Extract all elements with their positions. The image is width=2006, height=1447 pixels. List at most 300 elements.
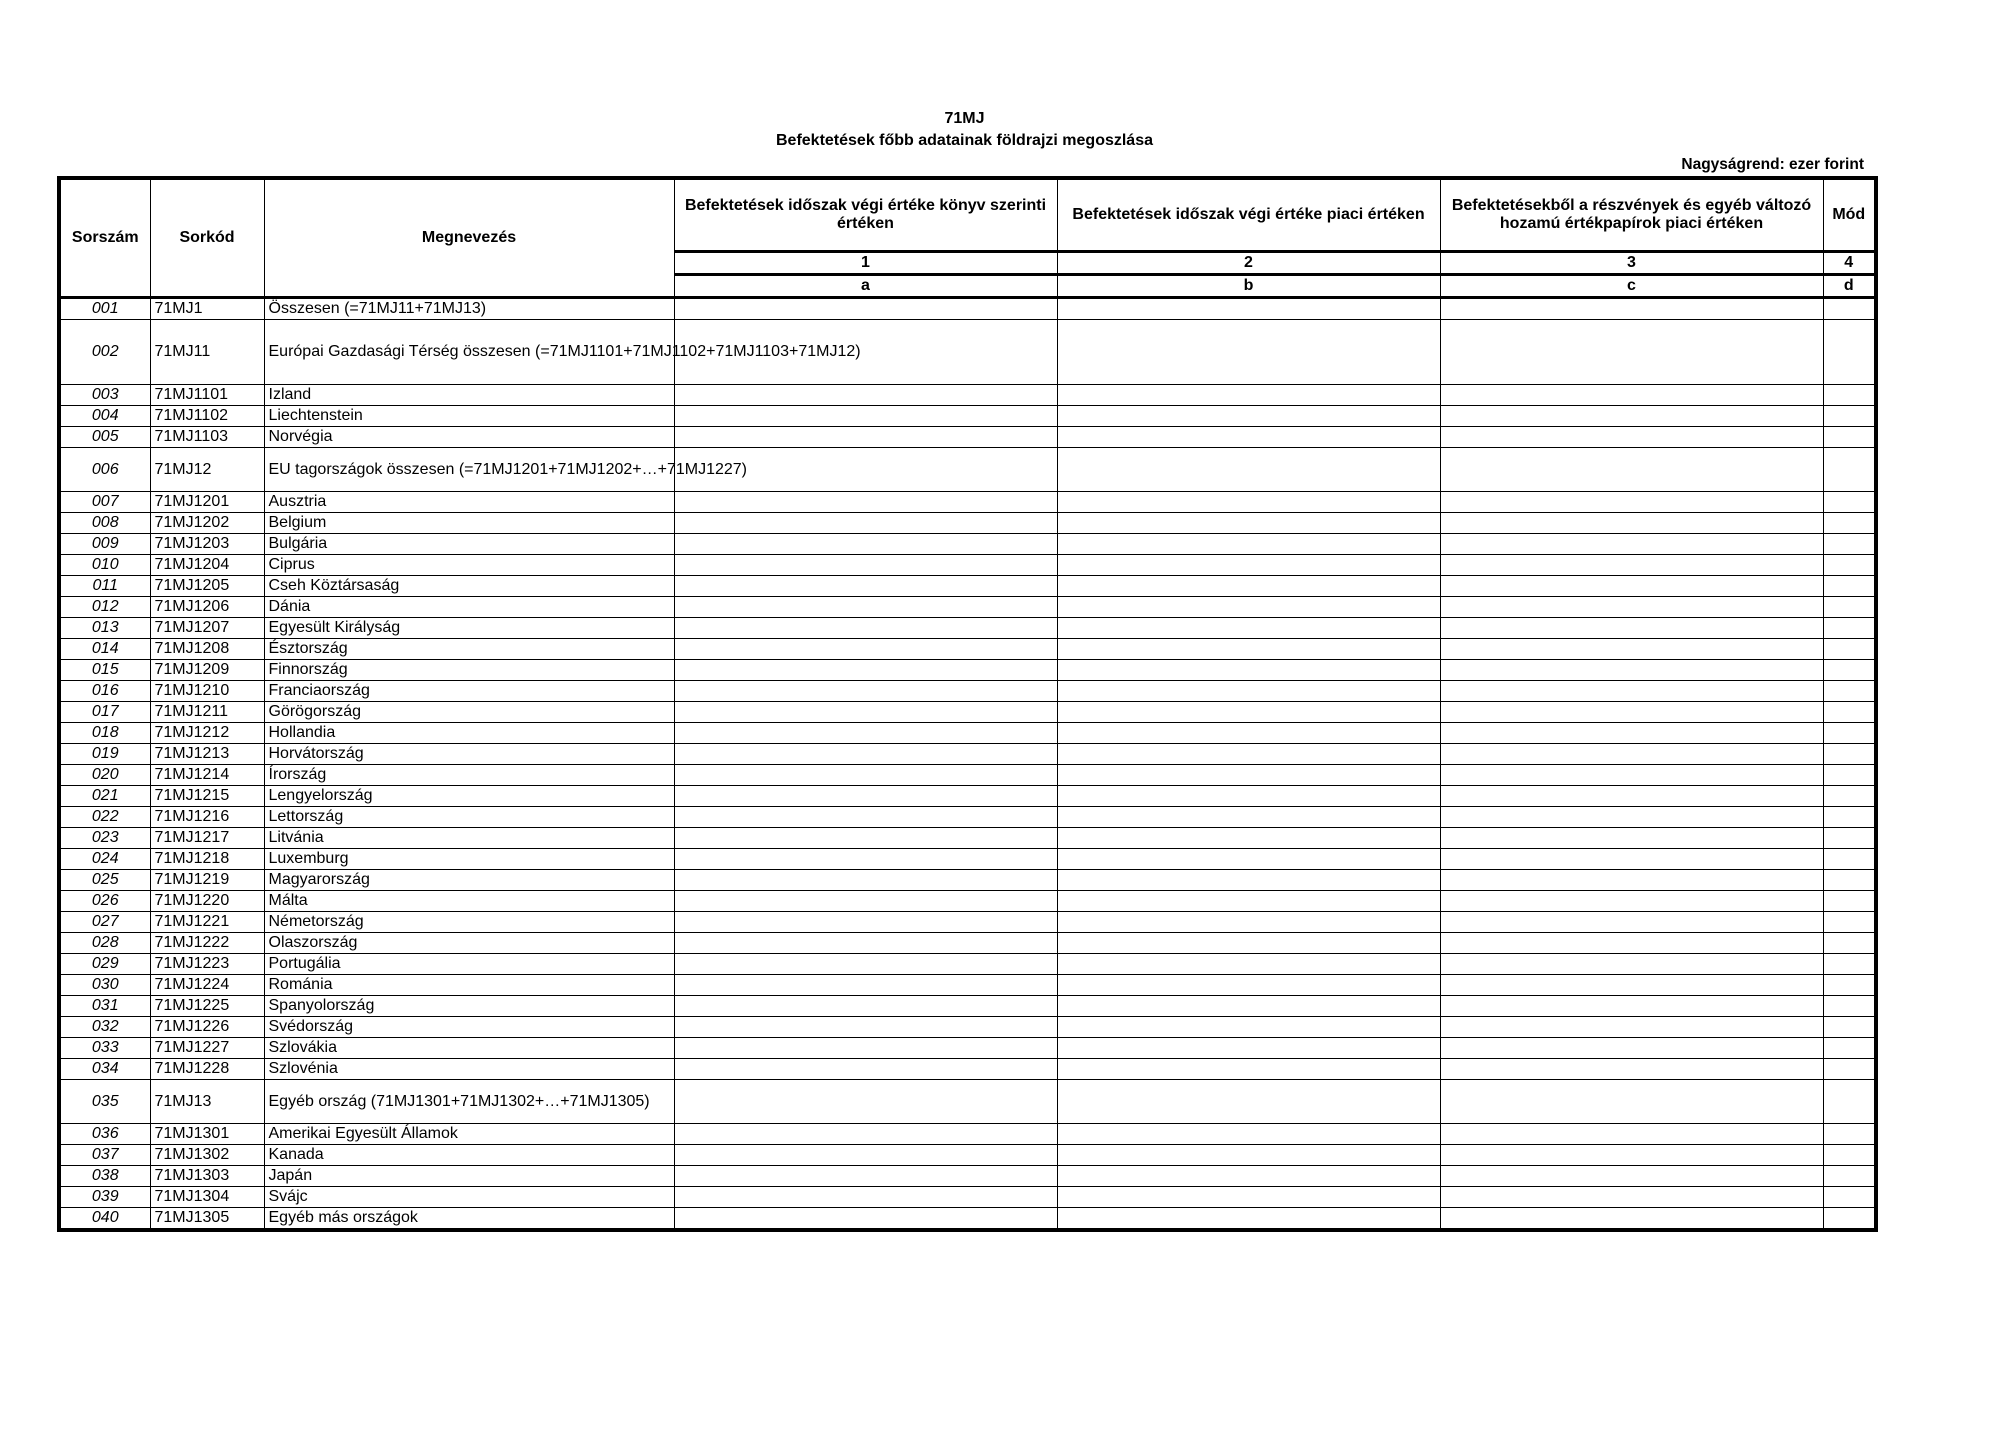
value-cell-col3[interactable] [1440,996,1823,1017]
row-number: 004 [59,406,150,427]
row-name: Svédország [264,1017,674,1038]
row-code: 71MJ1305 [150,1208,264,1231]
row-code: 71MJ1228 [150,1059,264,1080]
value-cell-col1[interactable] [674,660,1057,681]
value-cell-mod[interactable] [1823,320,1876,385]
value-cell-col3[interactable] [1440,534,1823,555]
row-name: Spanyolország [264,996,674,1017]
row-number: 032 [59,1017,150,1038]
row-number: 040 [59,1208,150,1231]
table-row [59,555,1876,576]
value-cell-col2[interactable] [1057,639,1440,660]
unit-note: Nagyságrend: ezer forint [1681,156,1864,173]
table-row [59,975,1876,996]
row-code: 71MJ1204 [150,555,264,576]
value-cell-col1[interactable] [674,1017,1057,1038]
row-name: Európai Gazdasági Térség összesen (=71MJ1101+71MJ1102+71MJ1103+71MJ12) [264,320,674,385]
value-cell-col1[interactable] [674,385,1057,406]
row-name: EU tagországok összesen (=71MJ1201+71MJ1202+…+71MJ1227) [264,448,674,492]
value-cell-mod[interactable] [1823,1145,1876,1166]
row-code: 71MJ1216 [150,807,264,828]
table-row [59,427,1876,448]
value-cell-mod[interactable] [1823,513,1876,534]
value-cell-col2[interactable] [1057,786,1440,807]
header-num-2: 2 [1057,252,1440,275]
table-row [59,912,1876,933]
row-code: 71MJ1215 [150,786,264,807]
row-number: 038 [59,1166,150,1187]
table-row [59,828,1876,849]
row-number: 025 [59,870,150,891]
value-cell-col3[interactable] [1440,1145,1823,1166]
value-cell-mod[interactable] [1823,406,1876,427]
value-cell-col2[interactable] [1057,1208,1440,1231]
row-code: 71MJ1208 [150,639,264,660]
value-cell-col1[interactable] [674,555,1057,576]
value-cell-col3[interactable] [1440,975,1823,996]
row-code: 71MJ1218 [150,849,264,870]
table-row [59,597,1876,618]
table-row [59,320,1876,385]
row-name: Észtország [264,639,674,660]
value-cell-col2[interactable] [1057,828,1440,849]
value-cell-mod[interactable] [1823,870,1876,891]
row-code: 71MJ1203 [150,534,264,555]
value-cell-col2[interactable] [1057,996,1440,1017]
value-cell-col3[interactable] [1440,1038,1823,1059]
value-cell-mod[interactable] [1823,427,1876,448]
row-number: 020 [59,765,150,786]
value-cell-col2[interactable] [1057,1124,1440,1145]
row-code: 71MJ11 [150,320,264,385]
value-cell-mod[interactable] [1823,996,1876,1017]
value-cell-col2[interactable] [1057,807,1440,828]
header-num-4: 4 [1823,252,1876,275]
value-cell-mod[interactable] [1823,385,1876,406]
value-cell-col3[interactable] [1440,1017,1823,1038]
value-cell-col3[interactable] [1440,1124,1823,1145]
value-cell-col2[interactable] [1057,576,1440,597]
value-cell-col1[interactable] [674,702,1057,723]
row-code: 71MJ1205 [150,576,264,597]
value-cell-col3[interactable] [1440,639,1823,660]
value-cell-col1[interactable] [674,975,1057,996]
value-cell-col1[interactable] [674,1080,1057,1124]
row-number: 035 [59,1080,150,1124]
value-cell-col1[interactable] [674,765,1057,786]
value-cell-col1[interactable] [674,681,1057,702]
form-code: 71MJ [944,110,985,127]
value-cell-col1[interactable] [674,849,1057,870]
value-cell-mod[interactable] [1823,298,1876,320]
value-cell-col1[interactable] [674,298,1057,320]
value-cell-col1[interactable] [674,933,1057,954]
row-code: 71MJ12 [150,448,264,492]
header-letter-a: a [674,275,1057,298]
value-cell-col3[interactable] [1440,320,1823,385]
table-row [59,891,1876,912]
value-cell-mod[interactable] [1823,702,1876,723]
table-row [59,849,1876,870]
value-cell-col1[interactable] [674,996,1057,1017]
row-name: Szlovákia [264,1038,674,1059]
value-cell-mod[interactable] [1823,933,1876,954]
value-cell-col3[interactable] [1440,954,1823,975]
value-cell-col1[interactable] [674,534,1057,555]
value-cell-col3[interactable] [1440,912,1823,933]
value-cell-col3[interactable] [1440,933,1823,954]
value-cell-col1[interactable] [674,954,1057,975]
row-number: 002 [59,320,150,385]
table-row [59,1038,1876,1059]
value-cell-col2[interactable] [1057,723,1440,744]
row-name: Dánia [264,597,674,618]
row-number: 030 [59,975,150,996]
value-cell-col3[interactable] [1440,555,1823,576]
value-cell-mod[interactable] [1823,1038,1876,1059]
row-number: 023 [59,828,150,849]
value-cell-col3[interactable] [1440,492,1823,513]
value-cell-col3[interactable] [1440,513,1823,534]
table-row [59,1145,1876,1166]
table-row [59,618,1876,639]
value-cell-mod[interactable] [1823,744,1876,765]
data-table [57,176,1878,1232]
value-cell-col2[interactable] [1057,1166,1440,1187]
table-row [59,660,1876,681]
row-name: Norvégia [264,427,674,448]
document-title-block [57,108,1872,152]
value-cell-mod[interactable] [1823,912,1876,933]
value-cell-mod[interactable] [1823,660,1876,681]
table-row [59,681,1876,702]
row-name: Svájc [264,1187,674,1208]
value-cell-col2[interactable] [1057,975,1440,996]
value-cell-col3[interactable] [1440,1059,1823,1080]
value-cell-col1[interactable] [674,1059,1057,1080]
value-cell-mod[interactable] [1823,954,1876,975]
row-number: 016 [59,681,150,702]
value-cell-col1[interactable] [674,828,1057,849]
value-cell-col1[interactable] [674,870,1057,891]
value-cell-col3[interactable] [1440,807,1823,828]
value-cell-mod[interactable] [1823,1059,1876,1080]
value-cell-col3[interactable] [1440,849,1823,870]
row-code: 71MJ1219 [150,870,264,891]
value-cell-mod[interactable] [1823,492,1876,513]
row-code: 71MJ1102 [150,406,264,427]
row-name: Liechtenstein [264,406,674,427]
value-cell-col1[interactable] [674,639,1057,660]
value-cell-mod[interactable] [1823,828,1876,849]
row-code: 71MJ1210 [150,681,264,702]
table-body [59,298,1876,1231]
header-num-3: 3 [1440,252,1823,275]
value-cell-mod[interactable] [1823,849,1876,870]
table-row [59,513,1876,534]
value-cell-mod[interactable] [1823,1080,1876,1124]
row-name: Kanada [264,1145,674,1166]
value-cell-col3[interactable] [1440,744,1823,765]
value-cell-col3[interactable] [1440,576,1823,597]
table-row [59,406,1876,427]
value-cell-col3[interactable] [1440,1080,1823,1124]
table-row [59,870,1876,891]
value-cell-mod[interactable] [1823,681,1876,702]
value-cell-col2[interactable] [1057,298,1440,320]
value-cell-col2[interactable] [1057,702,1440,723]
row-name: Magyarország [264,870,674,891]
value-cell-col3[interactable] [1440,597,1823,618]
table-row [59,807,1876,828]
value-cell-col2[interactable] [1057,954,1440,975]
value-cell-col1[interactable] [674,912,1057,933]
value-cell-col2[interactable] [1057,1145,1440,1166]
value-cell-col1[interactable] [674,1038,1057,1059]
value-cell-col1[interactable] [674,1145,1057,1166]
value-cell-mod[interactable] [1823,765,1876,786]
table-row [59,1124,1876,1145]
row-number: 019 [59,744,150,765]
value-cell-col1[interactable] [674,492,1057,513]
row-name: Izland [264,385,674,406]
row-number: 015 [59,660,150,681]
value-cell-mod[interactable] [1823,639,1876,660]
row-number: 011 [59,576,150,597]
row-code: 71MJ1217 [150,828,264,849]
value-cell-col3[interactable] [1440,786,1823,807]
value-cell-col3[interactable] [1440,1166,1823,1187]
value-cell-col2[interactable] [1057,891,1440,912]
value-cell-mod[interactable] [1823,723,1876,744]
row-number: 029 [59,954,150,975]
row-code: 71MJ1226 [150,1017,264,1038]
value-cell-col2[interactable] [1057,534,1440,555]
value-cell-col1[interactable] [674,1208,1057,1231]
value-cell-col3[interactable] [1440,702,1823,723]
row-number: 005 [59,427,150,448]
value-cell-mod[interactable] [1823,807,1876,828]
row-number: 027 [59,912,150,933]
table-row [59,996,1876,1017]
value-cell-mod[interactable] [1823,597,1876,618]
header-letter-d: d [1823,275,1876,298]
value-cell-col2[interactable] [1057,513,1440,534]
value-cell-col3[interactable] [1440,828,1823,849]
table-row [59,1187,1876,1208]
value-cell-col3[interactable] [1440,618,1823,639]
row-number: 039 [59,1187,150,1208]
value-cell-col1[interactable] [674,576,1057,597]
value-cell-col1[interactable] [674,597,1057,618]
value-cell-col1[interactable] [674,723,1057,744]
value-cell-col2[interactable] [1057,1187,1440,1208]
value-cell-col3[interactable] [1440,660,1823,681]
row-number: 037 [59,1145,150,1166]
value-cell-col3[interactable] [1440,723,1823,744]
row-name: Németország [264,912,674,933]
value-cell-col2[interactable] [1057,597,1440,618]
value-cell-mod[interactable] [1823,975,1876,996]
value-cell-col1[interactable] [674,513,1057,534]
row-code: 71MJ13 [150,1080,264,1124]
value-cell-mod[interactable] [1823,555,1876,576]
value-cell-col1[interactable] [674,1187,1057,1208]
value-cell-mod[interactable] [1823,891,1876,912]
row-name: Egyesült Királyság [264,618,674,639]
value-cell-col2[interactable] [1057,660,1440,681]
value-cell-col1[interactable] [674,744,1057,765]
row-number: 009 [59,534,150,555]
header-letter-c: c [1440,275,1823,298]
table-row [59,639,1876,660]
row-code: 71MJ1303 [150,1166,264,1187]
value-cell-col2[interactable] [1057,870,1440,891]
value-cell-mod[interactable] [1823,1187,1876,1208]
row-name: Luxemburg [264,849,674,870]
header-sorszam: Sorszám [59,178,150,298]
value-cell-col3[interactable] [1440,765,1823,786]
table-row [59,786,1876,807]
row-name: Lettország [264,807,674,828]
value-cell-col2[interactable] [1057,849,1440,870]
row-code: 71MJ1202 [150,513,264,534]
value-cell-mod[interactable] [1823,618,1876,639]
row-code: 71MJ1103 [150,427,264,448]
value-cell-col2[interactable] [1057,320,1440,385]
row-number: 008 [59,513,150,534]
table-row [59,448,1876,492]
row-code: 71MJ1209 [150,660,264,681]
row-number: 014 [59,639,150,660]
row-number: 021 [59,786,150,807]
value-cell-col1[interactable] [674,807,1057,828]
value-cell-col3[interactable] [1440,385,1823,406]
table-row [59,1208,1876,1231]
value-cell-mod[interactable] [1823,786,1876,807]
table-row [59,702,1876,723]
row-number: 028 [59,933,150,954]
value-cell-mod[interactable] [1823,1166,1876,1187]
value-cell-col2[interactable] [1057,555,1440,576]
row-number: 034 [59,1059,150,1080]
row-number: 031 [59,996,150,1017]
value-cell-mod[interactable] [1823,1208,1876,1231]
row-name: Belgium [264,513,674,534]
header-col3: Befektetésekből a részvények és egyéb változó hozamú értékpapírok piaci értéken [1440,178,1823,252]
value-cell-col3[interactable] [1440,1208,1823,1231]
value-cell-mod[interactable] [1823,1017,1876,1038]
value-cell-mod[interactable] [1823,1124,1876,1145]
value-cell-col3[interactable] [1440,870,1823,891]
value-cell-col2[interactable] [1057,765,1440,786]
value-cell-mod[interactable] [1823,534,1876,555]
value-cell-col2[interactable] [1057,427,1440,448]
header-num-1: 1 [674,252,1057,275]
row-name: Szlovénia [264,1059,674,1080]
row-name: Egyéb ország (71MJ1301+71MJ1302+…+71MJ1305) [264,1080,674,1124]
header-sorkod: Sorkód [150,178,264,298]
value-cell-col3[interactable] [1440,1187,1823,1208]
value-cell-col1[interactable] [674,618,1057,639]
row-number: 033 [59,1038,150,1059]
row-number: 012 [59,597,150,618]
header-col2: Befektetések időszak végi értéke piaci értéken [1057,178,1440,252]
row-name: Bulgária [264,534,674,555]
row-code: 71MJ1220 [150,891,264,912]
table-row [59,385,1876,406]
row-name: Franciaország [264,681,674,702]
table-row [59,723,1876,744]
value-cell-col1[interactable] [674,891,1057,912]
value-cell-col2[interactable] [1057,618,1440,639]
value-cell-col2[interactable] [1057,681,1440,702]
row-name: Ciprus [264,555,674,576]
value-cell-col2[interactable] [1057,492,1440,513]
value-cell-col2[interactable] [1057,385,1440,406]
table-row [59,298,1876,320]
row-name: Ausztria [264,492,674,513]
value-cell-col2[interactable] [1057,448,1440,492]
table-row [59,1017,1876,1038]
value-cell-col1[interactable] [674,1124,1057,1145]
row-code: 71MJ1225 [150,996,264,1017]
value-cell-col1[interactable] [674,1166,1057,1187]
row-name: Írország [264,765,674,786]
row-code: 71MJ1101 [150,385,264,406]
row-number: 017 [59,702,150,723]
row-number: 001 [59,298,150,320]
row-name: Cseh Köztársaság [264,576,674,597]
value-cell-col2[interactable] [1057,1017,1440,1038]
row-code: 71MJ1213 [150,744,264,765]
row-code: 71MJ1222 [150,933,264,954]
value-cell-col2[interactable] [1057,933,1440,954]
row-name: Egyéb más országok [264,1208,674,1231]
value-cell-col2[interactable] [1057,744,1440,765]
table-row [59,492,1876,513]
value-cell-col2[interactable] [1057,912,1440,933]
value-cell-col3[interactable] [1440,891,1823,912]
value-cell-mod[interactable] [1823,576,1876,597]
value-cell-col3[interactable] [1440,448,1823,492]
value-cell-col3[interactable] [1440,427,1823,448]
value-cell-col3[interactable] [1440,298,1823,320]
row-code: 71MJ1221 [150,912,264,933]
row-code: 71MJ1201 [150,492,264,513]
row-number: 006 [59,448,150,492]
value-cell-col3[interactable] [1440,681,1823,702]
value-cell-col1[interactable] [674,406,1057,427]
value-cell-col1[interactable] [674,786,1057,807]
row-code: 71MJ1227 [150,1038,264,1059]
value-cell-col2[interactable] [1057,1080,1440,1124]
row-name: Románia [264,975,674,996]
header-megnevezes: Megnevezés [264,178,674,298]
row-name: Finnország [264,660,674,681]
value-cell-mod[interactable] [1823,448,1876,492]
table-row [59,954,1876,975]
row-code: 71MJ1224 [150,975,264,996]
value-cell-col2[interactable] [1057,1038,1440,1059]
row-number: 010 [59,555,150,576]
table-header [59,178,1876,298]
value-cell-col2[interactable] [1057,406,1440,427]
value-cell-col3[interactable] [1440,406,1823,427]
row-code: 71MJ1302 [150,1145,264,1166]
value-cell-col2[interactable] [1057,1059,1440,1080]
value-cell-col1[interactable] [674,427,1057,448]
